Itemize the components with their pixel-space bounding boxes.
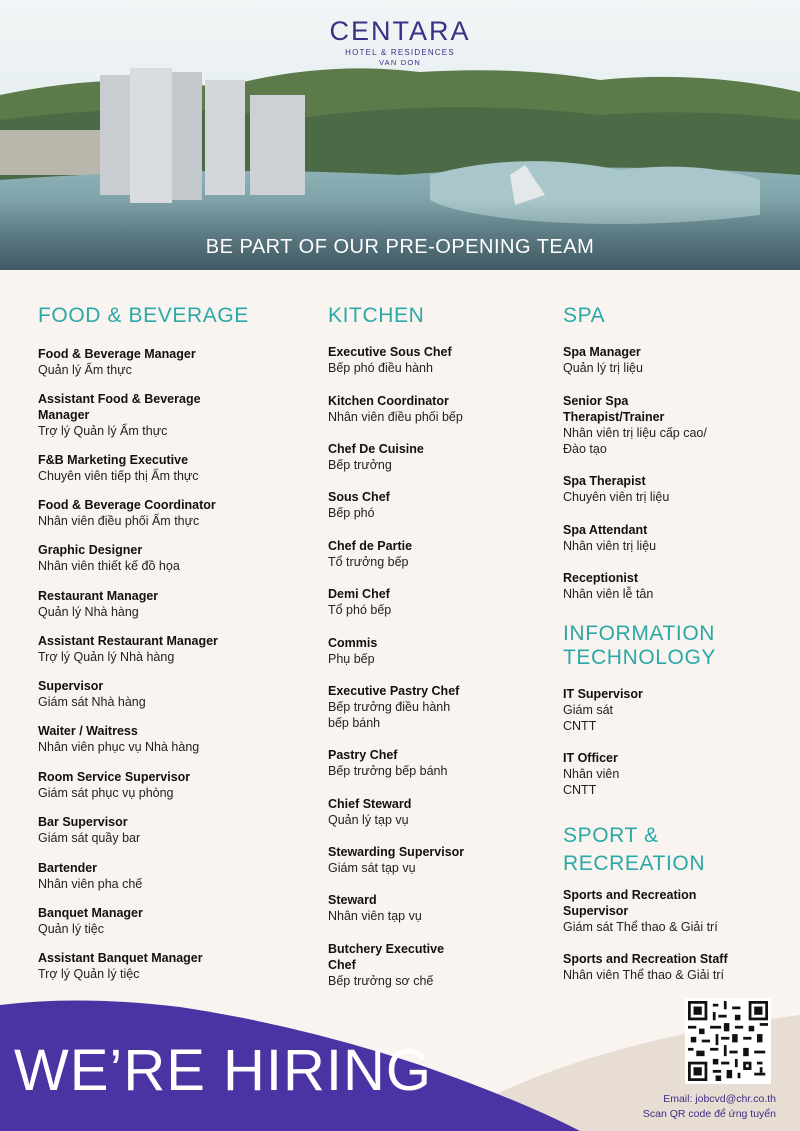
job-title: Assistant Banquet Manager <box>38 951 203 965</box>
job-title: IT Supervisor <box>563 687 643 701</box>
job-title-vietnamese: Bếp trưởng sơ chế <box>328 974 434 988</box>
job-title-vietnamese: Giám sát quầy bar <box>38 831 141 845</box>
job-title: IT Officer <box>563 751 618 765</box>
job-title-vietnamese: Nhân viên pha chế <box>38 877 143 891</box>
job-item <box>563 887 793 935</box>
job-title-vietnamese: Trợ lý Quản lý Ẩm thực <box>38 424 168 438</box>
job-title-vietnamese: Chuyên viên tiếp thị Ẩm thực <box>38 469 199 483</box>
job-title-vietnamese: Bếp phó <box>328 506 375 520</box>
job-title: Room Service Supervisor <box>38 770 191 784</box>
job-title: Sous Chef <box>328 490 390 504</box>
job-title-vietnamese: Nhân viên thiết kế đồ họa <box>38 559 180 573</box>
section-title-sport-line1: SPORT & <box>563 824 659 847</box>
job-title: Commis <box>328 636 378 650</box>
job-title-vietnamese: Bếp phó điều hành <box>328 361 433 375</box>
job-item <box>328 683 548 731</box>
job-title-vietnamese: Bếp trưởng điều hành <box>328 700 451 714</box>
job-title-vietnamese: Nhân viên <box>563 767 620 781</box>
job-title-vietnamese: Quản lý tạp vụ <box>328 813 409 827</box>
job-title-vietnamese: Quản lý Ẩm thực <box>38 363 132 377</box>
job-item <box>328 941 548 989</box>
job-title-vietnamese: Giám sát phục vụ phòng <box>38 786 174 800</box>
section-title-it-line1: INFORMATION <box>563 622 716 645</box>
job-title-vietnamese: Nhân viên trị liệu cấp cao/ <box>563 426 707 440</box>
job-item <box>563 522 793 554</box>
job-title-vietnamese: Chuyên viên trị liệu <box>563 490 670 504</box>
job-title-vietnamese: Quản lý Nhà hàng <box>38 605 139 619</box>
job-item <box>38 950 308 982</box>
job-title: Chef de Partie <box>328 539 413 553</box>
job-item <box>328 441 548 473</box>
qr-code-icon[interactable] <box>685 998 771 1084</box>
job-item <box>38 346 308 378</box>
job-item <box>563 750 793 798</box>
section-title-food-beverage: FOOD & BEVERAGE <box>38 304 249 327</box>
job-item <box>38 452 308 484</box>
job-item <box>563 393 793 457</box>
job-item <box>328 844 548 876</box>
job-title-vietnamese: Tổ phó bếp <box>328 603 392 617</box>
job-title: Senior Spa <box>563 394 629 408</box>
job-title-vietnamese: Bếp trưởng <box>328 458 392 472</box>
job-item <box>38 678 308 710</box>
job-title: Food & Beverage Manager <box>38 347 196 361</box>
job-title-vietnamese-line2: CNTT <box>563 719 597 733</box>
hiring-headline: WE’RE HIRING <box>14 1038 432 1103</box>
job-title: Executive Pastry Chef <box>328 684 460 698</box>
job-title: Demi Chef <box>328 587 390 601</box>
job-title: Butchery Executive <box>328 942 445 956</box>
job-item <box>563 344 793 376</box>
job-item <box>328 635 548 667</box>
job-item <box>328 892 548 924</box>
job-title-vietnamese: Phụ bếp <box>328 652 375 666</box>
job-item <box>328 796 548 828</box>
job-title-vietnamese: Nhân viên lễ tân <box>563 587 654 601</box>
job-item <box>563 570 793 602</box>
job-title: Chief Steward <box>328 797 412 811</box>
job-title-vietnamese: Nhân viên phục vụ Nhà hàng <box>38 740 200 754</box>
job-item <box>38 497 308 529</box>
job-title-vietnamese: Nhân viên điều phối bếp <box>328 410 463 424</box>
job-item <box>38 905 308 937</box>
section-title-it-line2: TECHNOLOGY <box>563 646 717 669</box>
job-title-vietnamese: Quản lý tiệc <box>38 922 105 936</box>
job-title: Chef De Cuisine <box>328 442 424 456</box>
job-title: Steward <box>328 893 377 907</box>
job-title: Assistant Restaurant Manager <box>38 634 218 648</box>
job-title: Kitchen Coordinator <box>328 394 449 408</box>
job-title: Sports and Recreation <box>563 888 697 902</box>
section-title-it <box>563 622 716 670</box>
job-title-vietnamese: Giám sát <box>563 703 614 717</box>
job-item <box>38 588 308 620</box>
contact-email[interactable]: Email: jobcvd@chr.co.th <box>663 1093 776 1105</box>
job-title: Receptionist <box>563 571 639 585</box>
job-title-vietnamese: Tổ trưởng bếp <box>328 555 409 569</box>
job-item <box>563 686 793 734</box>
job-title: Supervisor <box>38 679 104 693</box>
brand-name: CENTARA <box>329 16 471 46</box>
brand-location: VAN DON <box>378 58 421 67</box>
job-title-vietnamese: Nhân viên tạp vụ <box>328 909 422 923</box>
job-item <box>328 393 548 425</box>
job-item <box>328 344 548 376</box>
job-title-vietnamese: Trợ lý Quản lý Nhà hàng <box>38 650 175 664</box>
job-title-line2: Therapist/Trainer <box>563 410 665 424</box>
job-title: Banquet Manager <box>38 906 143 920</box>
job-title-vietnamese-line2: bếp bánh <box>328 716 381 730</box>
job-item <box>38 814 308 846</box>
job-item <box>563 473 793 505</box>
job-title-vietnamese: Nhân viên điều phối Ẩm thực <box>38 514 200 528</box>
section-title-sport <box>563 822 705 878</box>
job-title-vietnamese-line2: CNTT <box>563 783 597 797</box>
contact-scan-qr: Scan QR code để ứng tuyển <box>642 1108 776 1120</box>
job-title-vietnamese: Giám sát tạp vụ <box>328 861 416 875</box>
job-title: Bar Supervisor <box>38 815 128 829</box>
section-title-kitchen: KITCHEN <box>328 304 425 327</box>
job-title: Stewarding Supervisor <box>328 845 465 859</box>
job-title-line2: Chef <box>328 958 356 972</box>
job-title-vietnamese: Nhân viên trị liệu <box>563 539 657 553</box>
job-item <box>38 391 308 439</box>
job-item <box>38 633 308 665</box>
job-title: Pastry Chef <box>328 748 398 762</box>
job-item <box>563 951 793 983</box>
job-title-vietnamese: Bếp trưởng bếp bánh <box>328 764 448 778</box>
section-title-sport-line2: RECREATION <box>563 852 706 875</box>
job-title: Assistant Food & Beverage <box>38 392 201 406</box>
tagline: BE PART OF OUR PRE-OPENING TEAM <box>205 236 595 258</box>
job-title: Restaurant Manager <box>38 589 159 603</box>
job-title-line2: Manager <box>38 408 90 422</box>
job-title: Spa Manager <box>563 345 641 359</box>
job-item <box>38 860 308 892</box>
job-title-vietnamese: Giám sát Nhà hàng <box>38 695 146 709</box>
job-title-vietnamese: Nhân viên Thể thao & Giải trí <box>563 968 724 982</box>
job-title: Waiter / Waitress <box>38 724 138 738</box>
job-title-line2: Supervisor <box>563 904 629 918</box>
job-title: Spa Attendant <box>563 523 648 537</box>
job-item <box>328 538 548 570</box>
job-title: Food & Beverage Coordinator <box>38 498 216 512</box>
hero-banner <box>0 0 800 270</box>
job-title-vietnamese: Trợ lý Quản lý tiệc <box>38 967 140 981</box>
job-title-vietnamese: Quản lý trị liệu <box>563 361 643 375</box>
job-item <box>38 769 308 801</box>
job-item <box>328 489 548 521</box>
job-item <box>328 747 548 779</box>
job-item <box>38 542 308 574</box>
job-title: Executive Sous Chef <box>328 345 452 359</box>
job-title: Sports and Recreation Staff <box>563 952 728 966</box>
job-item <box>38 723 308 755</box>
job-title: Bartender <box>38 861 98 875</box>
job-title: Graphic Designer <box>38 543 143 557</box>
job-item <box>328 586 548 618</box>
brand-logo <box>0 16 800 67</box>
brand-subtitle: HOTEL & RESIDENCES <box>345 48 455 57</box>
section-title-spa: SPA <box>563 304 606 327</box>
job-title-vietnamese-line2: Đào tạo <box>563 442 607 456</box>
job-title-vietnamese: Giám sát Thể thao & Giải trí <box>563 920 718 934</box>
job-title: F&B Marketing Executive <box>38 453 189 467</box>
job-title: Spa Therapist <box>563 474 646 488</box>
